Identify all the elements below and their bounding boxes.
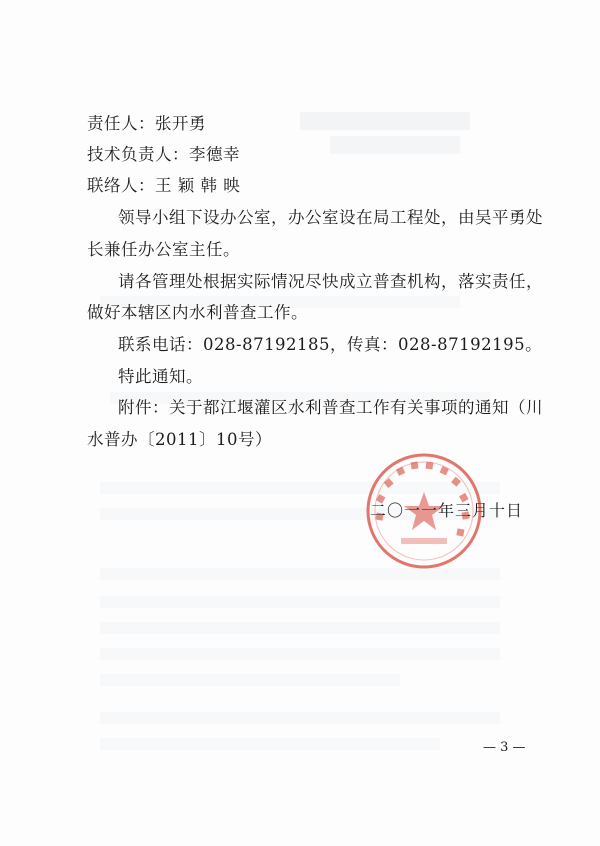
bleed-through-line xyxy=(100,712,500,724)
phone-fax-line: 联系电话：028-87192185，传真：028-87192195。 xyxy=(118,335,543,354)
issue-date: 二〇一一年三月十日 xyxy=(370,501,524,520)
request-paragraph-line1: 请各管理处根据实际情况尽快成立普查机构，落实责任， xyxy=(118,272,543,291)
request-paragraph-line2: 做好本辖区内水利普查工作。 xyxy=(87,303,308,322)
attachment-line1: 附件：关于都江堰灌区水利普查工作有关事项的通知（川 xyxy=(118,398,543,417)
bleed-through-title xyxy=(300,112,470,130)
bleed-through-line xyxy=(100,596,500,608)
bleed-through-line xyxy=(100,674,400,686)
attachment-line2: 水普办〔2011〕10号） xyxy=(87,430,272,449)
office-paragraph-line1: 领导小组下设办公室，办公室设在局工程处，由吴平勇处 xyxy=(118,208,543,227)
bleed-through-subtitle xyxy=(330,136,460,154)
seal-bottom-band xyxy=(401,538,447,544)
bleed-through-line xyxy=(100,738,440,750)
bleed-through-line xyxy=(100,622,500,634)
responsible-person-line: 责任人：张开勇 xyxy=(87,114,206,133)
contacts-line: 联络人：王 颖 韩 映 xyxy=(87,176,241,195)
tech-lead-line: 技术负责人：李德幸 xyxy=(87,145,240,164)
notice-line: 特此通知。 xyxy=(118,367,203,386)
bleed-through-line xyxy=(100,648,500,660)
page-number: — 3 — xyxy=(483,740,526,755)
office-paragraph-line2: 长兼任办公室主任。 xyxy=(87,240,240,259)
